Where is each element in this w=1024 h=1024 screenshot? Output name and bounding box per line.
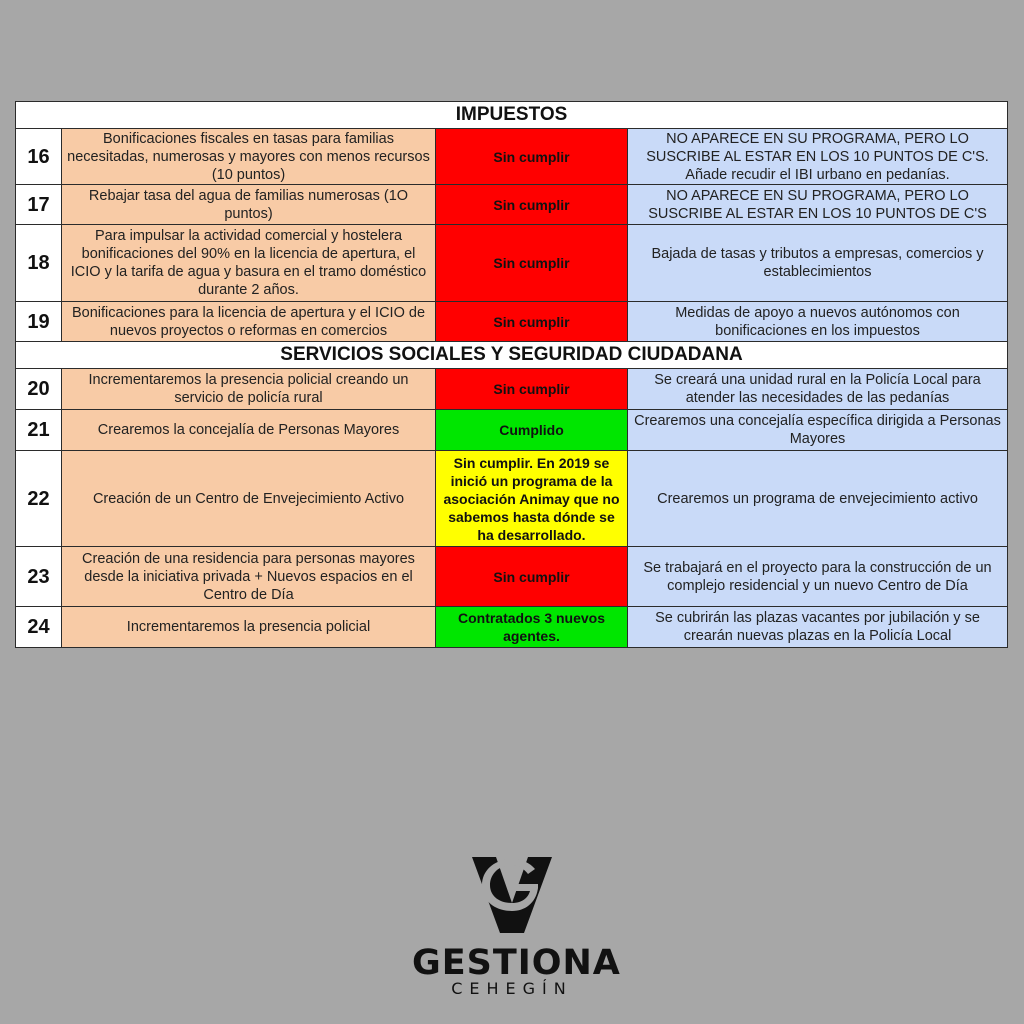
table-row bbox=[16, 607, 1008, 648]
status-cell: Sin cumplir bbox=[436, 225, 628, 302]
program-cell: NO APARECE EN SU PROGRAMA, PERO LO SUSCRIBE AL ESTAR EN LOS 10 PUNTOS DE C'S. Añade recudir el IBI urbano en pedanías. bbox=[628, 129, 1008, 185]
program-cell: Medidas de apoyo a nuevos autónomos con bonificaciones en los impuestos bbox=[628, 302, 1008, 342]
section-title: SERVICIOS SOCIALES Y SEGURIDAD CIUDADANA bbox=[16, 342, 1008, 369]
row-number: 24 bbox=[16, 607, 62, 648]
gestiona-logo bbox=[412, 855, 621, 1000]
program-cell: Crearemos un programa de envejecimiento activo bbox=[628, 451, 1008, 547]
row-number: 22 bbox=[16, 451, 62, 547]
row-number: 19 bbox=[16, 302, 62, 342]
section-title: IMPUESTOS bbox=[16, 102, 1008, 129]
row-number: 21 bbox=[16, 410, 62, 451]
proposal-cell: Crearemos la concejalía de Personas Mayores bbox=[62, 410, 436, 451]
row-number: 16 bbox=[16, 129, 62, 185]
program-cell: NO APARECE EN SU PROGRAMA, PERO LO SUSCRIBE AL ESTAR EN LOS 10 PUNTOS DE C'S bbox=[628, 185, 1008, 225]
section-row-impuestos bbox=[16, 102, 1008, 129]
commitments-table-wrapper bbox=[15, 101, 1007, 648]
status-cell: Sin cumplir bbox=[436, 302, 628, 342]
program-cell: Bajada de tasas y tributos a empresas, comercios y establecimientos bbox=[628, 225, 1008, 302]
status-cell: Sin cumplir bbox=[436, 547, 628, 607]
commitments-table bbox=[15, 101, 1008, 648]
table-row bbox=[16, 185, 1008, 225]
program-cell: Se trabajará en el proyecto para la construcción de un complejo residencial y un nuevo Centro de Día bbox=[628, 547, 1008, 607]
status-cell: Sin cumplir bbox=[436, 369, 628, 410]
row-number: 17 bbox=[16, 185, 62, 225]
section-row-servicios-sociales bbox=[16, 342, 1008, 369]
status-cell: Cumplido bbox=[436, 410, 628, 451]
table-row bbox=[16, 451, 1008, 547]
table-row bbox=[16, 410, 1008, 451]
logo-emblem-icon bbox=[470, 855, 554, 935]
status-cell: Sin cumplir. En 2019 se inició un programa de la asociación Animay que no sabemos hasta dónde se ha desarrollado. bbox=[436, 451, 628, 547]
proposal-cell: Bonificaciones fiscales en tasas para familias necesitadas, numerosas y mayores con menos recursos (10 puntos) bbox=[62, 129, 436, 185]
program-cell: Se creará una unidad rural en la Policía Local para atender las necesidades de las pedanías bbox=[628, 369, 1008, 410]
status-cell: Sin cumplir bbox=[436, 185, 628, 225]
logo-title: GESTIONA bbox=[412, 943, 621, 983]
proposal-cell: Rebajar tasa del agua de familias numerosas (1O puntos) bbox=[62, 185, 436, 225]
proposal-cell: Creación de un Centro de Envejecimiento Activo bbox=[62, 451, 436, 547]
table-row bbox=[16, 547, 1008, 607]
proposal-cell: Para impulsar la actividad comercial y hostelera bonificaciones del 90% en la licencia de apertura, el ICIO y la tarifa de agua y basura en el tramo doméstico durante 2 años. bbox=[62, 225, 436, 302]
proposal-cell: Bonificaciones para la licencia de apertura y el ICIO de nuevos proyectos o reformas en comercios bbox=[62, 302, 436, 342]
proposal-cell: Incrementaremos la presencia policial bbox=[62, 607, 436, 648]
row-number: 23 bbox=[16, 547, 62, 607]
table-row bbox=[16, 369, 1008, 410]
row-number: 18 bbox=[16, 225, 62, 302]
proposal-cell: Incrementaremos la presencia policial creando un servicio de policía rural bbox=[62, 369, 436, 410]
table-row bbox=[16, 129, 1008, 185]
program-cell: Crearemos una concejalía específica dirigida a Personas Mayores bbox=[628, 410, 1008, 451]
program-cell: Se cubrirán las plazas vacantes por jubilación y se crearán nuevas plazas en la Policía Local bbox=[628, 607, 1008, 648]
status-cell: Contratados 3 nuevos agentes. bbox=[436, 607, 628, 648]
logo-subtitle: CEHEGÍN bbox=[451, 979, 573, 998]
row-number: 20 bbox=[16, 369, 62, 410]
proposal-cell: Creación de una residencia para personas mayores desde la iniciativa privada + Nuevos espacios en el Centro de Día bbox=[62, 547, 436, 607]
table-row bbox=[16, 225, 1008, 302]
status-cell: Sin cumplir bbox=[436, 129, 628, 185]
table-row bbox=[16, 302, 1008, 342]
